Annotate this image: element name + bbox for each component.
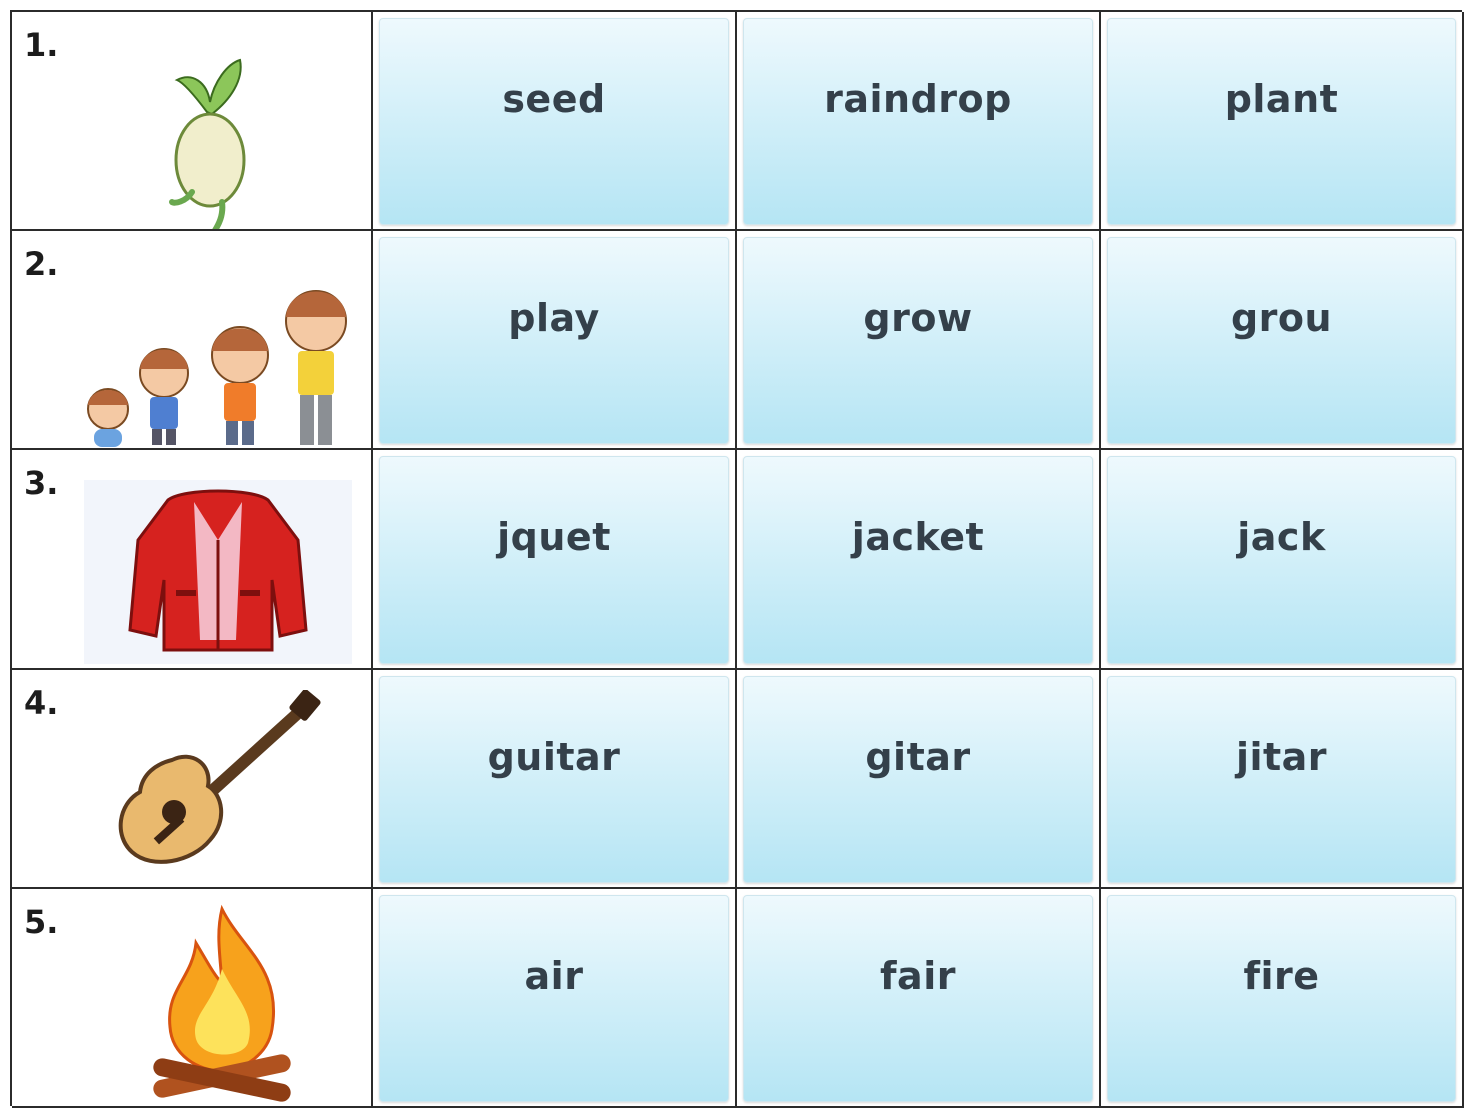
row-number: 4. [24,684,59,722]
option-cell [737,12,1101,231]
picture-cell-5 [12,889,373,1108]
option-cell [737,670,1101,889]
word-option-card[interactable] [743,456,1093,664]
word-option-card[interactable] [379,18,729,225]
word-option-card[interactable] [743,895,1093,1102]
sprouting-seed-icon [152,52,262,231]
word-option-card[interactable] [1107,895,1456,1102]
growing-children-icon [80,281,350,450]
word-option-card[interactable] [1107,676,1456,883]
row-number: 5. [24,903,59,941]
word-option-label: raindrop [824,77,1012,121]
word-option-label: play [508,296,600,340]
word-option-label: air [524,954,584,998]
word-option-card[interactable] [1107,237,1456,444]
picture-cell-1 [12,12,373,231]
word-option-label: grow [863,296,973,340]
word-option-label: jitar [1235,735,1328,779]
word-option-card[interactable] [379,895,729,1102]
word-option-card[interactable] [379,456,729,664]
row-number: 3. [24,464,59,502]
row-number: 2. [24,245,59,283]
option-cell [1101,670,1464,889]
option-cell [1101,12,1464,231]
option-cell [737,889,1101,1108]
option-cell [373,889,737,1108]
picture-cell-3 [12,450,373,670]
option-cell [373,670,737,889]
option-cell [1101,450,1464,670]
row-number: 1. [24,26,59,64]
option-cell [373,231,737,450]
campfire-icon [132,899,312,1104]
option-cell [737,231,1101,450]
word-option-label: seed [502,77,606,121]
word-option-label: jack [1237,515,1326,559]
word-option-card[interactable] [379,676,729,883]
picture-cell-2 [12,231,373,450]
guitar-icon [112,690,322,889]
word-option-label: plant [1224,77,1339,121]
word-option-card[interactable] [743,676,1093,883]
word-option-card[interactable] [743,18,1093,225]
word-option-card[interactable] [743,237,1093,444]
word-option-label: gitar [865,735,971,779]
option-cell [1101,231,1464,450]
picture-cell-4 [12,670,373,889]
word-option-label: grou [1230,296,1333,340]
word-option-label: fair [880,954,956,998]
word-option-card[interactable] [1107,18,1456,225]
word-option-card[interactable] [379,237,729,444]
option-cell [1101,889,1464,1108]
word-option-label: guitar [487,735,621,779]
word-option-card[interactable] [1107,456,1456,664]
option-cell [373,450,737,670]
word-option-label: fire [1243,954,1320,998]
option-cell [737,450,1101,670]
word-option-label: jacket [851,515,985,559]
red-jacket-icon [84,480,352,664]
word-option-label: jquet [497,515,611,559]
option-cell [373,12,737,231]
word-choice-grid [10,10,1462,1106]
